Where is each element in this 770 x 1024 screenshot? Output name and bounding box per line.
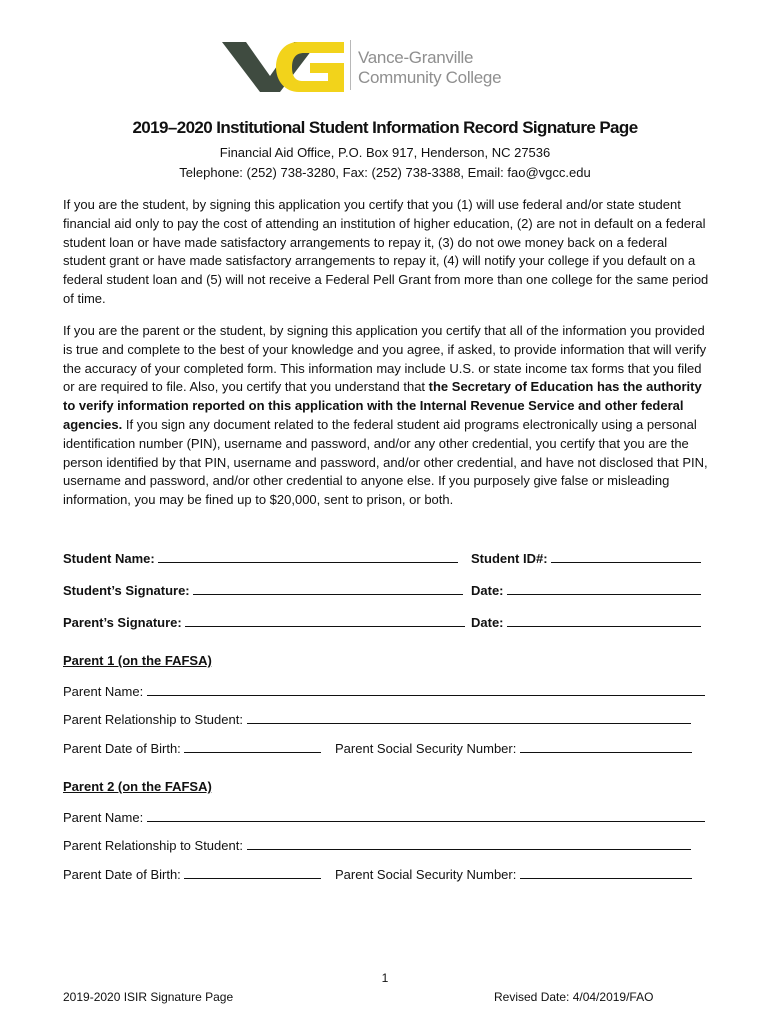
certification-text-end: If you sign any document related to the federal student aid programs electronically using a personal identification number (PIN), username and password, and/or any other credential, you certify that you are the person identified by that PIN, username and password, and/or other credential, and have not disclosed that PIN, username and password, and/or other credential to anyone else. If you purposely give false or misleading information, you may be fined up to $20,000, sent to prison, or both.: [63, 416, 708, 508]
parent2-ssn-field: [335, 867, 692, 882]
parent1-relationship-line[interactable]: [247, 712, 691, 724]
parent1-name-field: [63, 684, 705, 699]
page-title: 2019–2020 Institutional Student Information Record Signature Page: [132, 118, 638, 137]
student-certification-paragraph: If you are the student, by signing this application you certify that you (1) will use federal and/or state student financial aid only to pay the cost of attending an institution of higher education, (2) are not in default on a federal student loan or have made satisfactory arrangements to repay it, (3) do not owe money back on a federal student grant or have made satisfactory arrangements to repay it, (4) will notify your college if you default on a federal student loan and (5) will not receive a Federal Pell Grant from more than one college for the same period of time.: [63, 197, 709, 306]
parent1-heading: Parent 1 (on the FAFSA): [63, 653, 212, 668]
student-date-label: Date:: [471, 583, 504, 598]
parent1-ssn-line[interactable]: [520, 741, 692, 753]
parent2-ssn-line[interactable]: [520, 867, 692, 879]
parent2-name-line[interactable]: [147, 810, 705, 822]
student-date-field: [471, 583, 701, 598]
parent1-dob-line[interactable]: [184, 741, 321, 753]
student-name-field: [63, 551, 458, 566]
parent-signature-field: [63, 615, 465, 630]
parent1-dob-field: [63, 741, 321, 756]
parent-student-certification-paragraph: [63, 322, 713, 510]
page-number: 1: [381, 971, 389, 985]
parent1-ssn-label: Parent Social Security Number:: [335, 741, 517, 756]
parent-signature-label: Parent’s Signature:: [63, 615, 182, 630]
parent1-name-line[interactable]: [147, 684, 705, 696]
parent-date-label: Date:: [471, 615, 504, 630]
footer-document-name: 2019-2020 ISIR Signature Page: [63, 990, 234, 1004]
student-signature-line[interactable]: [193, 583, 463, 595]
vg-logo-mark-icon: [222, 38, 346, 94]
student-signature-label: Student’s Signature:: [63, 583, 190, 598]
parent1-relationship-label: Parent Relationship to Student:: [63, 712, 243, 727]
parent-date-line[interactable]: [507, 615, 701, 627]
parent2-dob-line[interactable]: [184, 867, 321, 879]
parent2-relationship-field: [63, 838, 691, 853]
logo-text: [358, 48, 501, 88]
student-id-field: [471, 551, 701, 566]
parent2-ssn-label: Parent Social Security Number:: [335, 867, 517, 882]
parent2-dob-label: Parent Date of Birth:: [63, 867, 181, 882]
parent1-name-label: Parent Name:: [63, 684, 144, 699]
student-id-line[interactable]: [551, 551, 701, 563]
certification-text-bold: the Secretary of Education has the authority to verify information reported on this application with the Internal Revenue Service and other federal agencies.: [63, 379, 702, 432]
parent2-name-label: Parent Name:: [63, 810, 144, 825]
parent2-name-field: [63, 810, 705, 825]
office-contact: Telephone: (252) 738-3280, Fax: (252) 738-3388, Email: fao@vgcc.edu: [179, 165, 591, 180]
logo-line-2: Community College: [358, 68, 502, 87]
student-name-line[interactable]: [158, 551, 458, 563]
certification-text-start: If you are the parent or the student, by signing this application you certify that all of the information you provided is true and complete to the best of your knowledge and you agree, if asked, to provide information that will verify the accuracy of your completed form. This information may include U.S. or state income tax forms that you filed or are required to file. Also, you certify that you understand that: [63, 323, 707, 395]
college-logo: [222, 38, 522, 98]
student-id-label: Student ID#:: [471, 551, 548, 566]
parent1-dob-label: Parent Date of Birth:: [63, 741, 181, 756]
footer-revised-date: Revised Date: 4/04/2019/FAO: [494, 990, 654, 1004]
parent-signature-line[interactable]: [185, 615, 465, 627]
parent1-relationship-field: [63, 712, 691, 727]
logo-g-shape: [276, 42, 344, 92]
student-name-label: Student Name:: [63, 551, 155, 566]
logo-divider: [350, 40, 351, 90]
parent2-dob-field: [63, 867, 321, 882]
parent2-relationship-label: Parent Relationship to Student:: [63, 838, 243, 853]
parent1-ssn-field: [335, 741, 692, 756]
logo-line-1: Vance-Granville: [358, 48, 474, 67]
student-date-line[interactable]: [507, 583, 701, 595]
parent2-heading: Parent 2 (on the FAFSA): [63, 779, 212, 794]
parent-date-field: [471, 615, 701, 630]
parent2-relationship-line[interactable]: [247, 838, 691, 850]
student-signature-field: [63, 583, 463, 598]
office-address: Financial Aid Office, P.O. Box 917, Henderson, NC 27536: [219, 145, 551, 160]
